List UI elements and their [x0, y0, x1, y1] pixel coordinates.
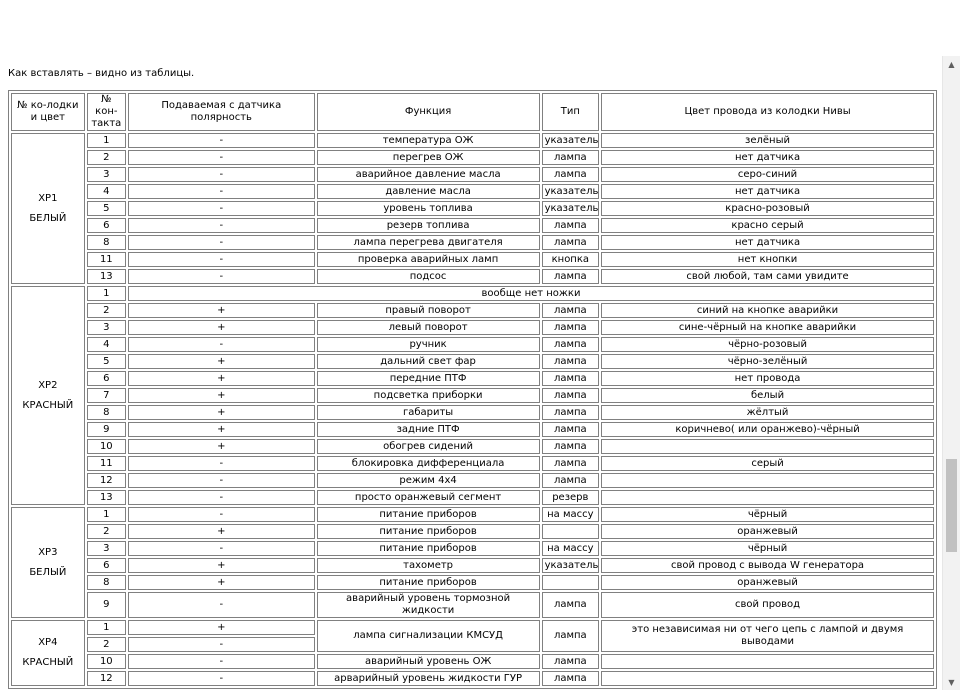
polarity-cell: -	[128, 184, 315, 199]
polarity-cell: -	[128, 133, 315, 148]
wire-cell: нет датчика	[601, 235, 934, 250]
wire-cell: оранжевый	[601, 524, 934, 539]
polarity-cell: -	[128, 637, 315, 652]
group-color: БЕЛЫЙ	[29, 212, 67, 224]
type-cell: лампа	[542, 167, 600, 182]
function-cell: лампа перегрева двигателя	[317, 235, 540, 250]
contact-cell: 3	[87, 167, 126, 182]
table-row	[11, 524, 934, 539]
polarity-cell: +	[128, 524, 315, 539]
group-cell-xp3	[11, 507, 85, 618]
contact-cell: 2	[87, 524, 126, 539]
type-cell: лампа	[542, 371, 600, 386]
function-cell: давление масла	[317, 184, 540, 199]
polarity-cell: -	[128, 671, 315, 686]
wire-cell: зелёный	[601, 133, 934, 148]
group-cell-xp1	[11, 133, 85, 284]
contact-cell: 3	[87, 320, 126, 335]
contact-cell: 5	[87, 354, 126, 369]
contact-cell: 5	[87, 201, 126, 216]
function-cell: резерв топлива	[317, 218, 540, 233]
scrollbar-thumb[interactable]	[946, 459, 957, 552]
polarity-cell: -	[128, 592, 315, 618]
type-cell: лампа	[542, 620, 600, 652]
polarity-cell: -	[128, 150, 315, 165]
function-cell: температура ОЖ	[317, 133, 540, 148]
group-code: XP1	[38, 192, 58, 204]
polarity-cell: -	[128, 654, 315, 669]
wire-cell: оранжевый	[601, 575, 934, 590]
wire-cell	[601, 654, 934, 669]
table-row	[11, 320, 934, 335]
polarity-cell: +	[128, 371, 315, 386]
table-row	[11, 371, 934, 386]
contact-cell: 12	[87, 671, 126, 686]
wire-cell: чёрный	[601, 507, 934, 522]
function-cell: подсветка приборки	[317, 388, 540, 403]
contact-cell: 4	[87, 184, 126, 199]
contact-cell: 12	[87, 473, 126, 488]
polarity-cell: +	[128, 388, 315, 403]
polarity-cell: +	[128, 320, 315, 335]
polarity-cell: -	[128, 218, 315, 233]
function-cell: питание приборов	[317, 575, 540, 590]
type-cell: указатель	[542, 201, 600, 216]
contact-cell: 1	[87, 507, 126, 522]
table-row	[11, 507, 934, 522]
polarity-cell: +	[128, 558, 315, 573]
wire-cell: жёлтый	[601, 405, 934, 420]
group-cell-xp4	[11, 620, 85, 686]
polarity-cell: +	[128, 620, 315, 635]
polarity-cell: +	[128, 354, 315, 369]
wire-cell: нет датчика	[601, 184, 934, 199]
wire-cell	[601, 439, 934, 454]
contact-cell: 3	[87, 541, 126, 556]
wire-cell: коричнево( или оранжево)-чёрный	[601, 422, 934, 437]
polarity-cell: +	[128, 422, 315, 437]
wire-cell: белый	[601, 388, 934, 403]
table-row	[11, 235, 934, 250]
function-cell: уровень топлива	[317, 201, 540, 216]
table-row	[11, 286, 934, 301]
type-cell: лампа	[542, 235, 600, 250]
wire-cell: это независимая ни от чего цепь с лампой и двумя выводами	[601, 620, 934, 652]
contact-cell: 10	[87, 439, 126, 454]
contact-cell: 6	[87, 371, 126, 386]
table-row	[11, 592, 934, 618]
header-function: Функция	[317, 93, 540, 131]
table-row	[11, 671, 934, 686]
polarity-cell: -	[128, 201, 315, 216]
type-cell: лампа	[542, 388, 600, 403]
function-cell: питание приборов	[317, 541, 540, 556]
table-row	[11, 558, 934, 573]
table-row	[11, 252, 934, 267]
contact-cell: 9	[87, 592, 126, 618]
type-cell: на массу	[542, 507, 600, 522]
contact-cell: 6	[87, 558, 126, 573]
table-row	[11, 575, 934, 590]
table-row	[11, 620, 934, 635]
wire-cell: чёрный	[601, 541, 934, 556]
function-cell: просто оранжевый сегмент	[317, 490, 540, 505]
type-cell: лампа	[542, 269, 600, 284]
header-type: Тип	[542, 93, 600, 131]
type-cell: кнопка	[542, 252, 600, 267]
type-cell: лампа	[542, 592, 600, 618]
table-row	[11, 354, 934, 369]
contact-cell: 11	[87, 456, 126, 471]
table-row	[11, 167, 934, 182]
pinout-table	[8, 90, 937, 689]
function-cell: левый поворот	[317, 320, 540, 335]
table-row	[11, 337, 934, 352]
contact-cell: 6	[87, 218, 126, 233]
type-cell: указатель	[542, 184, 600, 199]
group-color: КРАСНЫЙ	[22, 657, 74, 668]
polarity-cell: -	[128, 507, 315, 522]
group-color: КРАСНЫЙ	[22, 399, 74, 411]
table-row	[11, 184, 934, 199]
type-cell: лампа	[542, 405, 600, 420]
wire-cell: свой провод с вывода W генератора	[601, 558, 934, 573]
type-cell: указатель	[542, 558, 600, 573]
contact-cell: 13	[87, 269, 126, 284]
polarity-cell: +	[128, 405, 315, 420]
contact-cell: 11	[87, 252, 126, 267]
vertical-scrollbar[interactable]	[942, 56, 960, 690]
table-container	[8, 90, 937, 690]
wire-cell: свой любой, там сами увидите	[601, 269, 934, 284]
type-cell: указатель	[542, 133, 600, 148]
function-cell: питание приборов	[317, 507, 540, 522]
contact-cell: 7	[87, 388, 126, 403]
table-header-row	[11, 93, 934, 131]
function-cell: ручник	[317, 337, 540, 352]
wire-cell: серо-синий	[601, 167, 934, 182]
scroll-up-icon[interactable]: ▲	[948, 60, 955, 69]
type-cell: лампа	[542, 439, 600, 454]
function-cell: блокировка дифференциала	[317, 456, 540, 471]
contact-cell: 8	[87, 235, 126, 250]
header-block: № ко-лодки и цвет	[11, 93, 85, 131]
group-cell-xp2	[11, 286, 85, 505]
wire-cell: сине-чёрный на кнопке аварийки	[601, 320, 934, 335]
header-color: Цвет провода из колодки Нивы	[601, 93, 934, 131]
function-cell: лампа сигнализации КМСУД	[317, 620, 540, 652]
scroll-down-icon[interactable]: ▼	[948, 678, 955, 687]
wire-cell: нет датчика	[601, 150, 934, 165]
type-cell: лампа	[542, 473, 600, 488]
function-cell: передние ПТФ	[317, 371, 540, 386]
table-row	[11, 150, 934, 165]
function-cell: задние ПТФ	[317, 422, 540, 437]
table-row	[11, 654, 934, 669]
type-cell: лампа	[542, 456, 600, 471]
no-pin-note: вообще нет ножки	[128, 286, 934, 301]
polarity-cell: -	[128, 490, 315, 505]
type-cell: лампа	[542, 303, 600, 318]
wire-cell: нет провода	[601, 371, 934, 386]
polarity-cell: -	[128, 541, 315, 556]
table-row	[11, 422, 934, 437]
type-cell: лампа	[542, 654, 600, 669]
type-cell: на массу	[542, 541, 600, 556]
function-cell: режим 4х4	[317, 473, 540, 488]
table-row	[11, 490, 934, 505]
function-cell: подсос	[317, 269, 540, 284]
contact-cell: 9	[87, 422, 126, 437]
type-cell: лампа	[542, 422, 600, 437]
polarity-cell: +	[128, 439, 315, 454]
function-cell: аварийный уровень тормозной жидкости	[317, 592, 540, 618]
type-cell: лампа	[542, 671, 600, 686]
contact-cell: 10	[87, 654, 126, 669]
function-cell: обогрев сидений	[317, 439, 540, 454]
type-cell	[542, 524, 600, 539]
polarity-cell: +	[128, 575, 315, 590]
table-row	[11, 133, 934, 148]
table-row	[11, 388, 934, 403]
wire-cell: нет кнопки	[601, 252, 934, 267]
header-contact: № кон-такта	[87, 93, 126, 131]
intro-text: Как вставлять – видно из таблицы.	[8, 68, 195, 79]
wire-cell: чёрно-розовый	[601, 337, 934, 352]
type-cell: лампа	[542, 218, 600, 233]
table-row	[11, 405, 934, 420]
wire-cell: синий на кнопке аварийки	[601, 303, 934, 318]
type-cell: лампа	[542, 337, 600, 352]
function-cell: габариты	[317, 405, 540, 420]
polarity-cell: -	[128, 269, 315, 284]
table-row	[11, 303, 934, 318]
function-cell: аварийное давление масла	[317, 167, 540, 182]
table-row	[11, 541, 934, 556]
polarity-cell: +	[128, 303, 315, 318]
table-row	[11, 201, 934, 216]
contact-cell: 1	[87, 620, 126, 635]
contact-cell: 13	[87, 490, 126, 505]
contact-cell: 8	[87, 405, 126, 420]
contact-cell: 8	[87, 575, 126, 590]
wire-cell: красно серый	[601, 218, 934, 233]
contact-cell: 2	[87, 150, 126, 165]
wire-cell: чёрно-зелёный	[601, 354, 934, 369]
contact-cell: 2	[87, 637, 126, 652]
contact-cell: 1	[87, 133, 126, 148]
wire-cell: свой провод	[601, 592, 934, 618]
table-row	[11, 439, 934, 454]
contact-cell: 4	[87, 337, 126, 352]
wire-cell	[601, 671, 934, 686]
polarity-cell: -	[128, 235, 315, 250]
function-cell: правый поворот	[317, 303, 540, 318]
function-cell: арварийный уровень жидкости ГУР	[317, 671, 540, 686]
function-cell: аварийный уровень ОЖ	[317, 654, 540, 669]
table-row	[11, 269, 934, 284]
contact-cell: 2	[87, 303, 126, 318]
group-color: БЕЛЫЙ	[29, 566, 67, 578]
wire-cell	[601, 490, 934, 505]
type-cell: лампа	[542, 354, 600, 369]
function-cell: перегрев ОЖ	[317, 150, 540, 165]
group-code: XP4	[38, 637, 58, 648]
contact-cell: 1	[87, 286, 126, 301]
type-cell: резерв	[542, 490, 600, 505]
polarity-cell: -	[128, 337, 315, 352]
table-row	[11, 218, 934, 233]
group-code: XP2	[38, 379, 58, 391]
function-cell: дальний свет фар	[317, 354, 540, 369]
type-cell	[542, 575, 600, 590]
function-cell: проверка аварийных ламп	[317, 252, 540, 267]
function-cell: тахометр	[317, 558, 540, 573]
table-row	[11, 473, 934, 488]
polarity-cell: -	[128, 473, 315, 488]
polarity-cell: -	[128, 252, 315, 267]
polarity-cell: -	[128, 167, 315, 182]
table-row	[11, 456, 934, 471]
function-cell: питание приборов	[317, 524, 540, 539]
header-polarity: Подаваемая с датчика полярность	[128, 93, 315, 131]
type-cell: лампа	[542, 320, 600, 335]
type-cell: лампа	[542, 150, 600, 165]
polarity-cell: -	[128, 456, 315, 471]
group-code: XP3	[38, 546, 58, 558]
wire-cell: серый	[601, 456, 934, 471]
wire-cell	[601, 473, 934, 488]
wire-cell: красно-розовый	[601, 201, 934, 216]
